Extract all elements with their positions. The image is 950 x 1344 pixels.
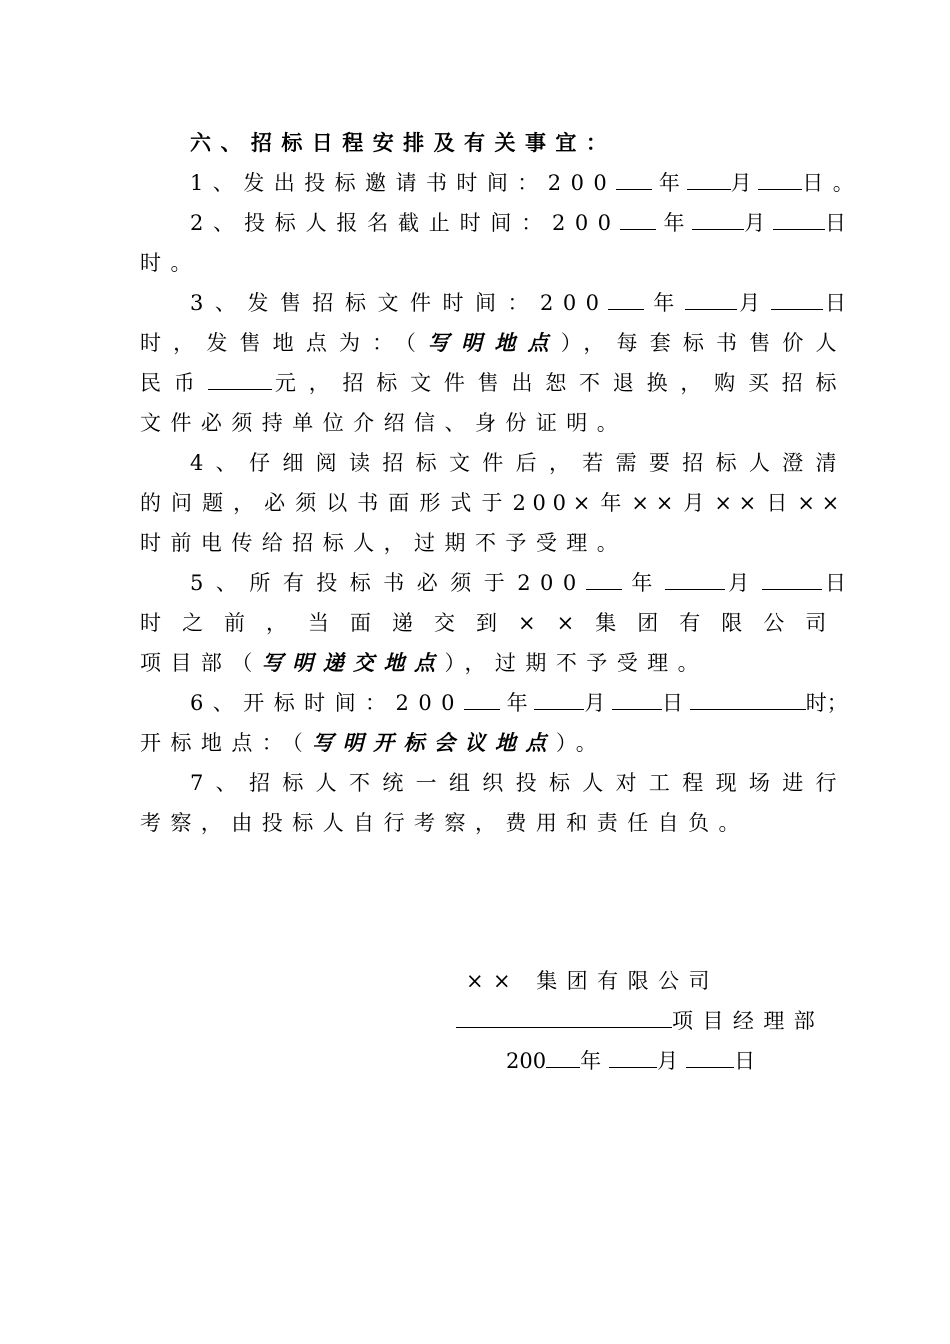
item-2-line-2: 时。 [140, 251, 201, 275]
year-blank [608, 289, 644, 310]
item-5-line-1: 5、所有投标书必须于200 年 月 日 [190, 571, 846, 595]
item-4-line-2: 的问题，必须以书面形式于200×年××月××日×× [140, 491, 846, 515]
item-6-line-1: 6、开标时间：200 年 月 日 时； [190, 691, 848, 715]
day-blank [771, 289, 823, 310]
month-blank [692, 209, 744, 230]
signature-dept: 项目经理部 [456, 1006, 824, 1036]
year-blank [586, 569, 622, 590]
item-2-line-1: 2、投标人报名截止时间：200 年 月 日 [190, 211, 846, 235]
item-5-line-3: 项目部（写明递交地点），过期不予受理。 [140, 650, 709, 675]
item-3-line-4: 文件必须持单位介绍信、身份证明。 [140, 411, 628, 435]
item-5-line-2: 时之前，当面递交到××集团有限公司 [140, 611, 848, 635]
signature-company: ×× 集团有限公司 [466, 969, 719, 993]
item-7-line-2: 考察，由投标人自行考察，费用和责任自负。 [140, 811, 749, 835]
dept-blank [456, 1007, 672, 1028]
placeholder-opening-location: 写明开标会议地点 [312, 730, 556, 755]
day-blank [773, 209, 825, 230]
hour-blank [690, 689, 806, 710]
day-blank [612, 689, 662, 710]
placeholder-location: 写明地点 [428, 330, 561, 355]
day-blank [686, 1047, 734, 1068]
month-blank [665, 569, 725, 590]
item-3-line-3: 民币 元，招标文件售出恕不退换，购买招标 [140, 371, 846, 395]
month-blank [609, 1047, 657, 1068]
year-blank [616, 169, 652, 190]
item-7-line-1: 7、招标人不统一组织投标人对工程现场进行 [190, 771, 846, 795]
item-4-line-1: 4、仔细阅读招标文件后，若需要招标人澄清 [190, 451, 846, 475]
item-6-line-2: 开标地点：（写明开标会议地点）。 [140, 730, 607, 755]
year-blank [620, 209, 656, 230]
day-blank [758, 169, 802, 190]
item-1-line-1: 1、发出投标邀请书时间：200 年 月 日。 [190, 171, 864, 195]
price-blank [208, 369, 272, 390]
placeholder-submit-location: 写明递交地点 [261, 650, 445, 675]
item-3-line-2: 时，发售地点为：（写明地点），每套标书售价人 [140, 330, 846, 355]
year-blank [546, 1047, 580, 1068]
year-blank [464, 689, 500, 710]
day-blank [762, 569, 822, 590]
month-blank [534, 689, 584, 710]
signature-date: 200 年 月 日 [506, 1049, 756, 1073]
month-blank [685, 289, 737, 310]
item-3-line-1: 3、发售招标文件时间：200 年 月 日 [190, 291, 847, 315]
section-title: 六、招标日程安排及有关事宜： [190, 130, 617, 155]
item-4-line-3: 时前电传给招标人，过期不予受理。 [140, 531, 628, 555]
month-blank [687, 169, 731, 190]
